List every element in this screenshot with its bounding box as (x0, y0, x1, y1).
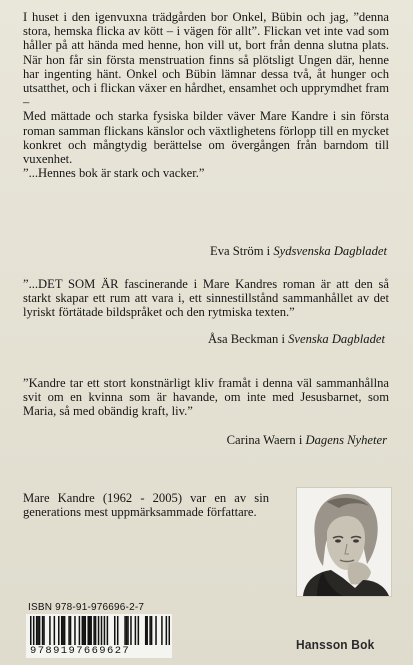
review-source: Sydsvenska Dagbladet (273, 244, 387, 258)
barcode-bar (155, 616, 157, 646)
barcode-bar (117, 616, 119, 646)
publisher-logo: Hansson Bok (296, 637, 375, 652)
barcode-bar (70, 616, 72, 646)
barcode-bar (30, 616, 32, 646)
barcode-bar (39, 616, 41, 646)
barcode-bar (37, 616, 39, 646)
review-quote-3: ”Kandre tar ett stort konstnärligt kliv framåt i denna väl sammanhållna svit om en kvinna som är havande, om inte med Jesusbarnet, som Maria, så med obändig kraft, liv.” (23, 376, 389, 419)
synopsis-paragraph-2: Med mättade och starka fysiska bilder väver Mare Kandre i sin första roman samman flickans känslor och växtlighetens förlopp till en mycket konkret och mångtydig berättelse om övergången från barndom till vuxenhet. (23, 109, 389, 167)
barcode-bar (126, 616, 128, 646)
barcode-bar (149, 616, 151, 646)
barcode-digits: 9789197669627 (30, 645, 170, 657)
review-source: Svenska Dagbladet (288, 332, 385, 346)
isbn-label: ISBN 978-91-976696-2-7 (28, 602, 145, 613)
barcode-bar (95, 616, 97, 646)
barcode (26, 614, 172, 658)
barcode-bar (62, 616, 64, 646)
review-source: Dagens Nyheter (305, 433, 387, 447)
author-portrait-image (297, 488, 391, 596)
barcode-bar (107, 616, 109, 646)
review-attribution-2 (208, 332, 385, 346)
reviewer-name: Eva Ström i (210, 244, 274, 258)
barcode-bar (36, 616, 38, 646)
barcode-bar (43, 616, 45, 646)
barcode-bar (104, 616, 106, 646)
barcode-bar (54, 616, 56, 646)
barcode-bar (79, 616, 81, 646)
barcode-bar (135, 616, 137, 646)
barcode-bar (64, 616, 66, 646)
barcode-bar (145, 616, 147, 646)
barcode-bar (124, 616, 126, 646)
barcode-bar (127, 616, 129, 646)
barcode-bar (74, 616, 76, 646)
barcode-bar (61, 616, 63, 646)
barcode-bar (146, 616, 148, 646)
review-attribution-3 (227, 433, 387, 447)
barcode-bar (101, 616, 103, 646)
barcode-bar (93, 616, 95, 646)
author-bio: Mare Kandre (1962 - 2005) var en av sin generations mest uppmärksammade författare. (23, 491, 269, 520)
synopsis-paragraph-1: I huset i den igenvuxna trädgården bor Onkel, Bübin och jag, ”denna stora, hemska flicka av kött – i vägen för allt”. Flickan vet inte vad som håller på att hända med henne, hon vill ut, bort från denna slutna plats. När hon får sin första menstruation finns så plötsligt Ungen där, henne har ingenting hänt. Onkel och Bübin lämnar dessa två, åt hunger och utsatthet, och i flickan växer en hårdhet, ensamhet och upprymdhet fram – (23, 10, 389, 110)
barcode-bar (82, 616, 84, 646)
barcode-bar (85, 616, 87, 646)
barcode-bar (114, 616, 116, 646)
barcode-bar (68, 616, 70, 646)
barcode-bar (90, 616, 92, 646)
reviewer-name: Carina Waern i (226, 433, 306, 447)
barcode-bar (58, 616, 60, 646)
barcode-bar (49, 616, 51, 646)
barcode-bar (130, 616, 132, 646)
barcode-bar (138, 616, 140, 646)
review-quote-1: ”...Hennes bok är stark och vacker.” (23, 166, 205, 181)
review-quote-2: ”...DET SOM ÄR fascinerande i Mare Kandres roman är att den så starkt skapar ett rum att vara i, ett sinnestillstånd sammanhållet av det lyriskt förtätade bildspråket och den rytmiska texten.” (23, 277, 389, 320)
barcode-bar (98, 616, 100, 646)
barcode-bar (169, 616, 170, 646)
barcode-bar (89, 616, 91, 646)
barcode-bar (33, 616, 35, 646)
reviewer-name: Åsa Beckman i (208, 332, 289, 346)
author-photo (296, 487, 392, 597)
barcode-bar (83, 616, 85, 646)
review-attribution-1 (210, 244, 387, 258)
barcode-bar (166, 616, 168, 646)
barcode-bar (151, 616, 153, 646)
barcode-bar (87, 616, 89, 646)
synopsis (23, 10, 389, 180)
barcode-bar (161, 616, 163, 646)
barcode-bar (42, 616, 44, 646)
barcode-bars (30, 616, 170, 646)
